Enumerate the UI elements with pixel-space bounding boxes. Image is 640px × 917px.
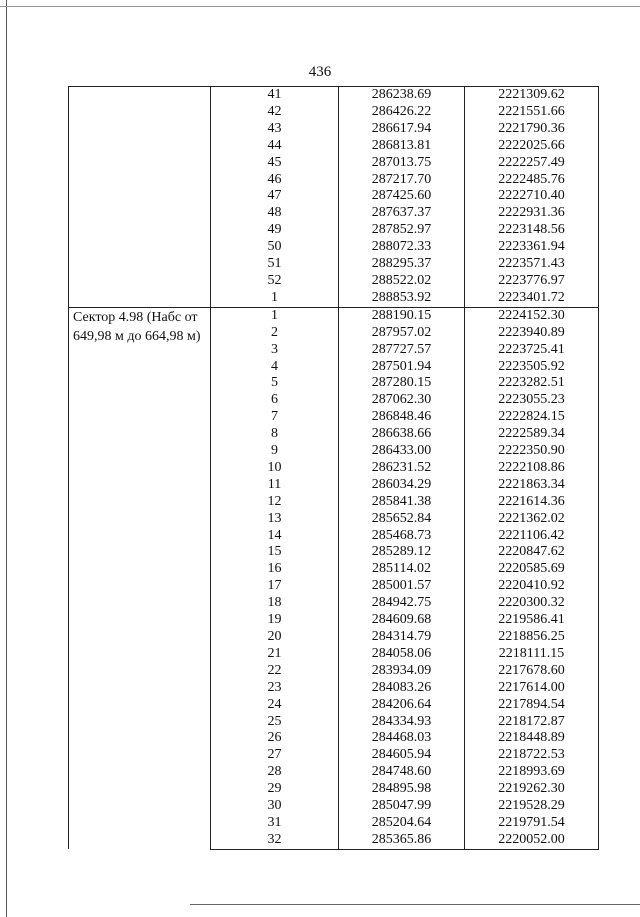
x-coordinate-cell: 286848.46 <box>339 409 465 426</box>
y-coordinate-cell: 2223055.23 <box>465 392 599 409</box>
y-coordinate-cell: 2222108.86 <box>465 460 599 477</box>
y-coordinate-cell: 2222025.66 <box>465 138 599 155</box>
y-coordinate-cell: 2221863.34 <box>465 477 599 494</box>
x-coordinate-cell: 287217.70 <box>339 172 465 189</box>
x-coordinate-cell: 284895.98 <box>339 781 465 798</box>
point-number-cell: 46 <box>211 172 339 189</box>
y-coordinate-cell: 2221790.36 <box>465 121 599 138</box>
scan-edge-left <box>6 0 7 917</box>
x-coordinate-cell: 286238.69 <box>339 87 465 104</box>
point-number-cell: 49 <box>211 222 339 239</box>
scan-edge-top <box>0 6 640 7</box>
table-row <box>69 307 599 324</box>
y-coordinate-cell: 2222824.15 <box>465 409 599 426</box>
y-coordinate-cell: 2217614.00 <box>465 680 599 697</box>
point-number-cell: 22 <box>211 663 339 680</box>
x-coordinate-cell: 287425.60 <box>339 188 465 205</box>
point-number-cell: 31 <box>211 815 339 832</box>
point-number-cell: 9 <box>211 443 339 460</box>
x-coordinate-cell: 287013.75 <box>339 155 465 172</box>
y-coordinate-cell: 2219586.41 <box>465 612 599 629</box>
y-coordinate-cell: 2221106.42 <box>465 528 599 545</box>
point-number-cell: 3 <box>211 342 339 359</box>
y-coordinate-cell: 2220052.00 <box>465 832 599 849</box>
y-coordinate-cell: 2223940.89 <box>465 325 599 342</box>
y-coordinate-cell: 2219262.30 <box>465 781 599 798</box>
point-number-cell: 5 <box>211 375 339 392</box>
point-number-cell: 43 <box>211 121 339 138</box>
y-coordinate-cell: 2221309.62 <box>465 87 599 104</box>
point-number-cell: 11 <box>211 477 339 494</box>
y-coordinate-cell: 2220410.92 <box>465 578 599 595</box>
x-coordinate-cell: 284942.75 <box>339 595 465 612</box>
x-coordinate-cell: 287501.94 <box>339 359 465 376</box>
point-number-cell: 42 <box>211 104 339 121</box>
y-coordinate-cell: 2218856.25 <box>465 629 599 646</box>
point-number-cell: 1 <box>211 307 339 324</box>
point-number-cell: 44 <box>211 138 339 155</box>
y-coordinate-cell: 2217678.60 <box>465 663 599 680</box>
x-coordinate-cell: 284314.79 <box>339 629 465 646</box>
x-coordinate-cell: 286638.66 <box>339 426 465 443</box>
point-number-cell: 19 <box>211 612 339 629</box>
y-coordinate-cell: 2221551.66 <box>465 104 599 121</box>
y-coordinate-cell: 2220300.32 <box>465 595 599 612</box>
point-number-cell: 7 <box>211 409 339 426</box>
point-number-cell: 27 <box>211 747 339 764</box>
x-coordinate-cell: 284468.03 <box>339 730 465 747</box>
point-number-cell: 10 <box>211 460 339 477</box>
x-coordinate-cell: 285365.86 <box>339 832 465 849</box>
y-coordinate-cell: 2223776.97 <box>465 273 599 290</box>
x-coordinate-cell: 284748.60 <box>339 764 465 781</box>
point-number-cell: 26 <box>211 730 339 747</box>
y-coordinate-cell: 2223571.43 <box>465 256 599 273</box>
point-number-cell: 4 <box>211 359 339 376</box>
x-coordinate-cell: 285114.02 <box>339 561 465 578</box>
x-coordinate-cell: 286034.29 <box>339 477 465 494</box>
x-coordinate-cell: 288853.92 <box>339 290 465 307</box>
point-number-cell: 25 <box>211 714 339 731</box>
point-number-cell: 1 <box>211 290 339 307</box>
point-number-cell: 20 <box>211 629 339 646</box>
y-coordinate-cell: 2221362.02 <box>465 511 599 528</box>
y-coordinate-cell: 2223282.51 <box>465 375 599 392</box>
y-coordinate-cell: 2223148.56 <box>465 222 599 239</box>
x-coordinate-cell: 286617.94 <box>339 121 465 138</box>
point-number-cell: 16 <box>211 561 339 578</box>
x-coordinate-cell: 285289.12 <box>339 544 465 561</box>
coordinates-table-body <box>69 87 599 850</box>
x-coordinate-cell: 285204.64 <box>339 815 465 832</box>
y-coordinate-cell: 2222931.36 <box>465 205 599 222</box>
point-number-cell: 47 <box>211 188 339 205</box>
y-coordinate-cell: 2222710.40 <box>465 188 599 205</box>
sector-label-line: 649,98 м до 664,98 м) <box>73 328 201 344</box>
x-coordinate-cell: 287280.15 <box>339 375 465 392</box>
x-coordinate-cell: 287852.97 <box>339 222 465 239</box>
x-coordinate-cell: 288190.15 <box>339 307 465 324</box>
point-number-cell: 23 <box>211 680 339 697</box>
point-number-cell: 12 <box>211 494 339 511</box>
y-coordinate-cell: 2223505.92 <box>465 359 599 376</box>
y-coordinate-cell: 2222350.90 <box>465 443 599 460</box>
x-coordinate-cell: 286433.00 <box>339 443 465 460</box>
x-coordinate-cell: 285652.84 <box>339 511 465 528</box>
y-coordinate-cell: 2222257.49 <box>465 155 599 172</box>
x-coordinate-cell: 285841.38 <box>339 494 465 511</box>
point-number-cell: 52 <box>211 273 339 290</box>
y-coordinate-cell: 2218993.69 <box>465 764 599 781</box>
y-coordinate-cell: 2219791.54 <box>465 815 599 832</box>
point-number-cell: 28 <box>211 764 339 781</box>
y-coordinate-cell: 2221614.36 <box>465 494 599 511</box>
point-number-cell: 51 <box>211 256 339 273</box>
x-coordinate-cell: 286231.52 <box>339 460 465 477</box>
point-number-cell: 30 <box>211 798 339 815</box>
y-coordinate-cell: 2220847.62 <box>465 544 599 561</box>
table-row <box>69 87 599 104</box>
point-number-cell: 50 <box>211 239 339 256</box>
x-coordinate-cell: 288295.37 <box>339 256 465 273</box>
x-coordinate-cell: 288522.02 <box>339 273 465 290</box>
x-coordinate-cell: 286813.81 <box>339 138 465 155</box>
y-coordinate-cell: 2223725.41 <box>465 342 599 359</box>
x-coordinate-cell: 287957.02 <box>339 325 465 342</box>
x-coordinate-cell: 284609.68 <box>339 612 465 629</box>
x-coordinate-cell: 287637.37 <box>339 205 465 222</box>
point-number-cell: 13 <box>211 511 339 528</box>
x-coordinate-cell: 285001.57 <box>339 578 465 595</box>
point-number-cell: 18 <box>211 595 339 612</box>
y-coordinate-cell: 2220585.69 <box>465 561 599 578</box>
y-coordinate-cell: 2223401.72 <box>465 290 599 307</box>
x-coordinate-cell: 288072.33 <box>339 239 465 256</box>
point-number-cell: 2 <box>211 325 339 342</box>
point-number-cell: 21 <box>211 646 339 663</box>
y-coordinate-cell: 2218448.89 <box>465 730 599 747</box>
y-coordinate-cell: 2219528.29 <box>465 798 599 815</box>
y-coordinate-cell: 2218111.15 <box>465 646 599 663</box>
point-number-cell: 14 <box>211 528 339 545</box>
coordinates-table <box>68 86 599 850</box>
point-number-cell: 45 <box>211 155 339 172</box>
x-coordinate-cell: 287062.30 <box>339 392 465 409</box>
point-number-cell: 48 <box>211 205 339 222</box>
point-number-cell: 29 <box>211 781 339 798</box>
x-coordinate-cell: 284058.06 <box>339 646 465 663</box>
sector-label-line: Сектор 4.98 (Набс от <box>73 309 198 325</box>
scan-edge-bottom <box>190 904 640 905</box>
x-coordinate-cell: 285047.99 <box>339 798 465 815</box>
y-coordinate-cell: 2217894.54 <box>465 697 599 714</box>
y-coordinate-cell: 2224152.30 <box>465 307 599 324</box>
x-coordinate-cell: 287727.57 <box>339 342 465 359</box>
page-number: 436 <box>308 64 332 80</box>
x-coordinate-cell: 284206.64 <box>339 697 465 714</box>
x-coordinate-cell: 284083.26 <box>339 680 465 697</box>
sector-label-cell <box>69 87 211 308</box>
point-number-cell: 24 <box>211 697 339 714</box>
point-number-cell: 6 <box>211 392 339 409</box>
point-number-cell: 8 <box>211 426 339 443</box>
x-coordinate-cell: 285468.73 <box>339 528 465 545</box>
y-coordinate-cell: 2218172.87 <box>465 714 599 731</box>
x-coordinate-cell: 284334.93 <box>339 714 465 731</box>
y-coordinate-cell: 2222485.76 <box>465 172 599 189</box>
point-number-cell: 15 <box>211 544 339 561</box>
y-coordinate-cell: 2218722.53 <box>465 747 599 764</box>
x-coordinate-cell: 283934.09 <box>339 663 465 680</box>
sector-label-cell <box>69 307 211 849</box>
y-coordinate-cell: 2222589.34 <box>465 426 599 443</box>
point-number-cell: 41 <box>211 87 339 104</box>
x-coordinate-cell: 284605.94 <box>339 747 465 764</box>
point-number-cell: 17 <box>211 578 339 595</box>
point-number-cell: 32 <box>211 832 339 849</box>
y-coordinate-cell: 2223361.94 <box>465 239 599 256</box>
x-coordinate-cell: 286426.22 <box>339 104 465 121</box>
